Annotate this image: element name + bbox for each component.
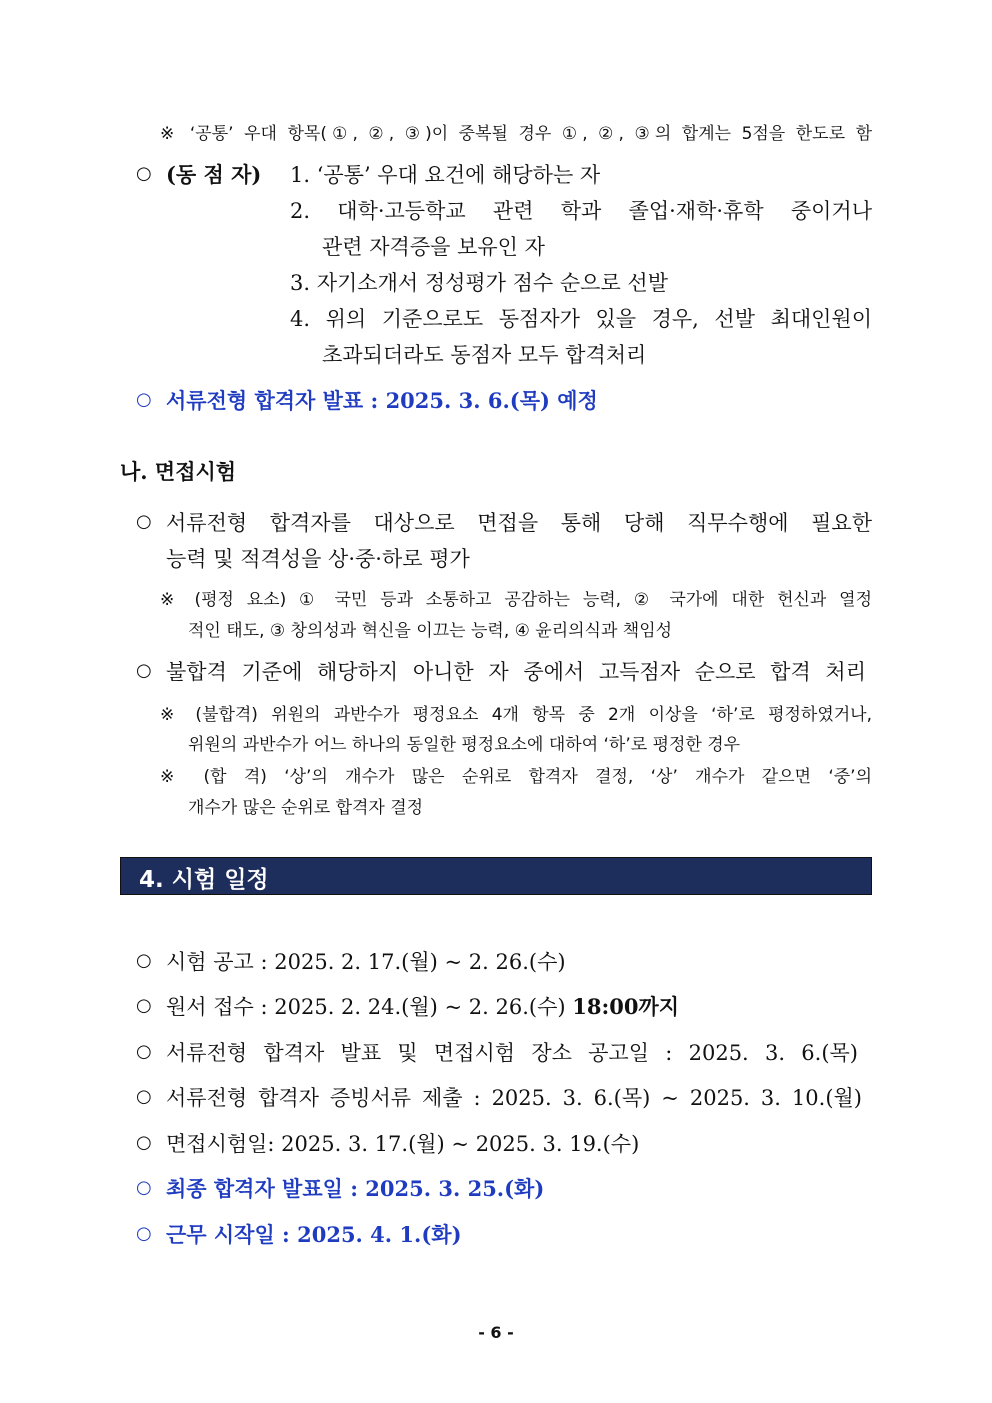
schedule-final-result: 최종 합격자 발표일 : 2025. 3. 25.(화): [166, 1176, 545, 1201]
section-title: 4. 시험 일정: [139, 867, 269, 893]
note-fail-cont: 위원의 과반수가 어느 하나의 동일한 평정요소에 대하여 ‘하’로 평정한 경우: [188, 735, 741, 755]
schedule-application-deadline: 18:00까지: [572, 994, 680, 1019]
bullet-icon: ○: [136, 1132, 152, 1153]
section-banner: [120, 857, 872, 895]
interview-line-1-cont: 능력 및 적격성을 상·중·하로 평가: [166, 547, 470, 571]
tie-item-4-cont: 초과되더라도 동점자 모두 합격처리: [322, 343, 647, 367]
tie-item-2-cont: 관련 자격증을 보유인 자: [322, 235, 545, 259]
note-pass: ※ (합 격) ‘상’의 개수가 많은 순위로 합격자 결정, ‘상’ 개수가 같으면 ‘중’의: [160, 767, 872, 787]
schedule-interview: 면접시험일: 2025. 3. 17.(월) ~ 2025. 3. 19.(수): [166, 1132, 640, 1156]
interview-line-2: 불합격 기준에 해당하지 아니한 자 중에서 고득점자 순으로 합격 처리: [166, 660, 866, 684]
schedule-doc-submit: 서류전형 합격자 증빙서류 제출 : 2025. 3. 6.(목) ~ 2025. 3. 10.(월): [166, 1086, 862, 1110]
bullet-icon: ○: [136, 950, 152, 971]
bullet-icon: ○: [136, 389, 152, 410]
tie-label: (동 점 자): [166, 162, 262, 187]
note-pass-cont: 개수가 많은 순위로 합격자 결정: [188, 798, 424, 818]
tie-item-3: 3. 자기소개서 정성평가 점수 순으로 선발: [290, 271, 668, 295]
tie-item-2: 2. 대학·고등학교 관련 학과 졸업·재학·휴학 중이거나: [290, 199, 872, 223]
page-number: - 6 -: [478, 1323, 514, 1342]
bullet-icon: ○: [136, 511, 152, 532]
tie-item-1: 1. ‘공통’ 우대 요건에 해당하는 자: [290, 163, 601, 187]
bullet-icon: ○: [136, 1223, 152, 1244]
note-evaluation-factors-cont: 적인 태도, ③ 창의성과 혁신을 이끄는 능력, ④ 윤리의식과 책임성: [188, 621, 673, 641]
schedule-notice: 시험 공고 : 2025. 2. 17.(월) ~ 2. 26.(수): [166, 950, 566, 974]
schedule-application-dates: 원서 접수 : 2025. 2. 24.(월) ~ 2. 26.(수): [166, 995, 566, 1019]
bullet-icon: ○: [136, 995, 152, 1016]
bullet-icon: ○: [136, 660, 152, 681]
bullet-icon: ○: [136, 1177, 152, 1198]
schedule-start-date: 근무 시작일 : 2025. 4. 1.(화): [166, 1222, 462, 1247]
note-evaluation-factors: ※ (평정 요소) ① 국민 등과 소통하고 공감하는 능력, ② 국가에 대한 헌신과 열정: [160, 590, 872, 610]
interview-heading: 나. 면접시험: [120, 459, 237, 484]
note-fail: ※ (불합격) 위원의 과반수가 평정요소 4개 항목 중 2개 이상을 ‘하’로 평정하였거나,: [160, 705, 872, 725]
bullet-icon: ○: [136, 1086, 152, 1107]
tie-item-4: 4. 위의 기준으로도 동점자가 있을 경우, 선발 최대인원이: [290, 307, 872, 331]
bullet-icon: ○: [136, 1041, 152, 1062]
schedule-doc-result: 서류전형 합격자 발표 및 면접시험 장소 공고일 : 2025. 3. 6.(목): [166, 1041, 858, 1065]
schedule-application: [166, 991, 679, 1021]
note-common-preference: ※ ‘공통’ 우대 항목(①, ②, ③)이 중복될 경우 ①, ②, ③의 합계는 5점을 한도로 함: [160, 124, 872, 144]
bullet-icon: ○: [136, 163, 152, 184]
doc-announce: 서류전형 합격자 발표 : 2025. 3. 6.(목) 예정: [166, 388, 598, 413]
interview-line-1: 서류전형 합격자를 대상으로 면접을 통해 당해 직무수행에 필요한: [166, 511, 872, 535]
